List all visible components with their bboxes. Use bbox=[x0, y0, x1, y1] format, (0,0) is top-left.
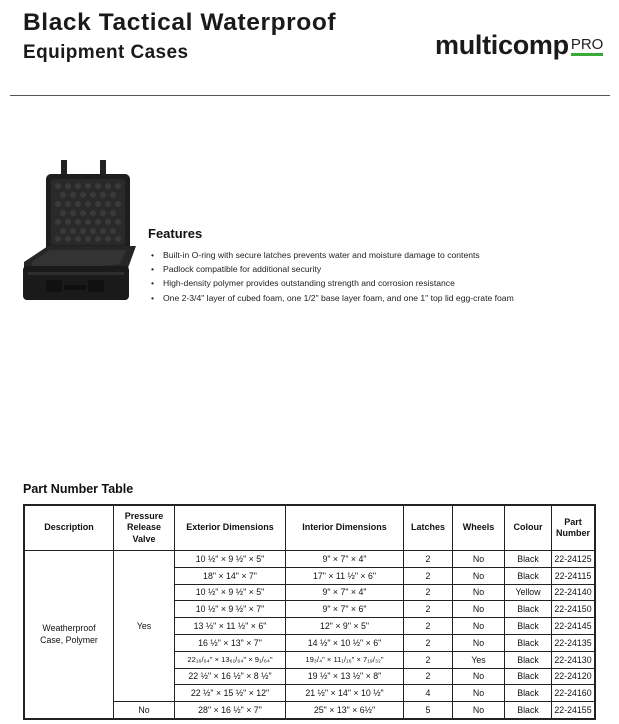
feature-item: • High-density polymer provides outstanding strength and corrosion resistance bbox=[148, 276, 514, 290]
header-latches: Latches bbox=[404, 505, 453, 551]
cell-interior: 9" × 7" × 4" bbox=[286, 584, 404, 601]
page-subtitle: Equipment Cases bbox=[23, 42, 189, 63]
feature-item: • One 2-3/4" layer of cubed foam, one 1/2" base layer foam, and one 1" top lid egg-crate foam bbox=[148, 291, 514, 305]
cell-wheels: No bbox=[453, 685, 505, 702]
cell-part-number: 22-24150 bbox=[552, 601, 596, 618]
cell-exterior: 22 ½" × 16 ½" × 8 ½" bbox=[175, 668, 286, 685]
cell-part-number: 22-24140 bbox=[552, 584, 596, 601]
cell-part-number: 22-24125 bbox=[552, 551, 596, 568]
cell-interior: 19₃/₄" × 11₁/₁₆" × 7₁₉/₃₂" bbox=[286, 651, 404, 668]
cell-colour: Black bbox=[505, 685, 552, 702]
cell-latches: 2 bbox=[404, 651, 453, 668]
cell-latches: 2 bbox=[404, 551, 453, 568]
cell-latches: 5 bbox=[404, 702, 453, 719]
cell-colour: Black bbox=[505, 551, 552, 568]
logo-pro-text: PRO bbox=[570, 36, 604, 53]
header-part-number: Part Number bbox=[552, 505, 596, 551]
cell-latches: 2 bbox=[404, 601, 453, 618]
cell-latches: 2 bbox=[404, 634, 453, 651]
header-wheels: Wheels bbox=[453, 505, 505, 551]
cell-latches: 2 bbox=[404, 584, 453, 601]
header-pressure-release-valve: Pressure Release Valve bbox=[114, 505, 175, 551]
cell-latches: 4 bbox=[404, 685, 453, 702]
header-description: Description bbox=[24, 505, 114, 551]
cell-part-number: 22-24115 bbox=[552, 567, 596, 584]
header-divider bbox=[10, 95, 610, 96]
features-heading: Features bbox=[148, 226, 203, 241]
cell-wheels: No bbox=[453, 668, 505, 685]
feature-item: • Padlock compatible for additional security bbox=[148, 262, 514, 276]
table-header-row bbox=[24, 505, 595, 551]
cell-exterior: 10 ½" × 9 ½" × 7" bbox=[175, 601, 286, 618]
cell-wheels: Yes bbox=[453, 651, 505, 668]
feature-item: • Built-in O-ring with secure latches prevents water and moisture damage to contents bbox=[148, 248, 514, 262]
cell-colour: Black bbox=[505, 651, 552, 668]
table-row bbox=[24, 551, 595, 568]
cell-colour: Black bbox=[505, 702, 552, 719]
cell-part-number: 22-24160 bbox=[552, 685, 596, 702]
cell-wheels: No bbox=[453, 702, 505, 719]
cell-latches: 2 bbox=[404, 668, 453, 685]
cell-interior: 12" × 9" × 5" bbox=[286, 618, 404, 635]
cell-part-number: 22-24155 bbox=[552, 702, 596, 719]
cell-colour: Black bbox=[505, 601, 552, 618]
cell-colour: Black bbox=[505, 618, 552, 635]
cell-latches: 2 bbox=[404, 567, 453, 584]
cell-exterior: 28" × 16 ½" × 7" bbox=[175, 702, 286, 719]
cell-exterior: 10 ½" × 9 ½" × 5" bbox=[175, 551, 286, 568]
cell-interior: 19 ½" × 13 ½" × 8" bbox=[286, 668, 404, 685]
cell-interior: 14 ½" × 10 ½" × 6" bbox=[286, 634, 404, 651]
header-exterior-dimensions: Exterior Dimensions bbox=[175, 505, 286, 551]
logo-wordmark: multicomp bbox=[435, 30, 569, 60]
cell-description: Weatherproof Case, Polymer bbox=[24, 551, 114, 719]
cell-colour: Yellow bbox=[505, 584, 552, 601]
cell-interior: 17" × 11 ½" × 6" bbox=[286, 567, 404, 584]
tactical-case-image bbox=[18, 150, 143, 315]
cell-interior: 25" × 13" × 6½" bbox=[286, 702, 404, 719]
logo-green-bar bbox=[571, 53, 604, 56]
cell-exterior: 13 ½" × 11 ½" × 6" bbox=[175, 618, 286, 635]
header-colour: Colour bbox=[505, 505, 552, 551]
cell-interior: 21 ½" × 14" × 10 ½" bbox=[286, 685, 404, 702]
features-list bbox=[148, 248, 514, 305]
cell-wheels: No bbox=[453, 567, 505, 584]
cell-wheels: No bbox=[453, 551, 505, 568]
part-number-table-heading: Part Number Table bbox=[23, 482, 134, 496]
cell-colour: Black bbox=[505, 567, 552, 584]
cell-part-number: 22-24120 bbox=[552, 668, 596, 685]
header-interior-dimensions: Interior Dimensions bbox=[286, 505, 404, 551]
cell-part-number: 22-24130 bbox=[552, 651, 596, 668]
cell-exterior: 18" × 14" × 7" bbox=[175, 567, 286, 584]
page-title: Black Tactical Waterproof bbox=[23, 9, 337, 36]
cell-part-number: 22-24145 bbox=[552, 618, 596, 635]
cell-colour: Black bbox=[505, 668, 552, 685]
cell-valve-yes: Yes bbox=[114, 551, 175, 702]
multicomp-pro-logo bbox=[435, 30, 603, 61]
cell-valve-no: No bbox=[114, 702, 175, 719]
cell-exterior: 16 ½" × 13" × 7" bbox=[175, 634, 286, 651]
cell-wheels: No bbox=[453, 601, 505, 618]
cell-interior: 9" × 7" × 4" bbox=[286, 551, 404, 568]
cell-colour: Black bbox=[505, 634, 552, 651]
cell-part-number: 22-24135 bbox=[552, 634, 596, 651]
cell-wheels: No bbox=[453, 584, 505, 601]
cell-wheels: No bbox=[453, 618, 505, 635]
cell-exterior: 22 ½" × 15 ½" × 12" bbox=[175, 685, 286, 702]
cell-exterior: 22₁₆/₆₄" × 13₆₁/₆₄" × 9₁/₆₄" bbox=[175, 651, 286, 668]
logo-pro-badge bbox=[571, 37, 604, 56]
cell-exterior: 10 ½" × 9 ½" × 5" bbox=[175, 584, 286, 601]
cell-wheels: No bbox=[453, 634, 505, 651]
cell-interior: 9" × 7" × 6" bbox=[286, 601, 404, 618]
part-number-table bbox=[23, 504, 596, 720]
cell-latches: 2 bbox=[404, 618, 453, 635]
